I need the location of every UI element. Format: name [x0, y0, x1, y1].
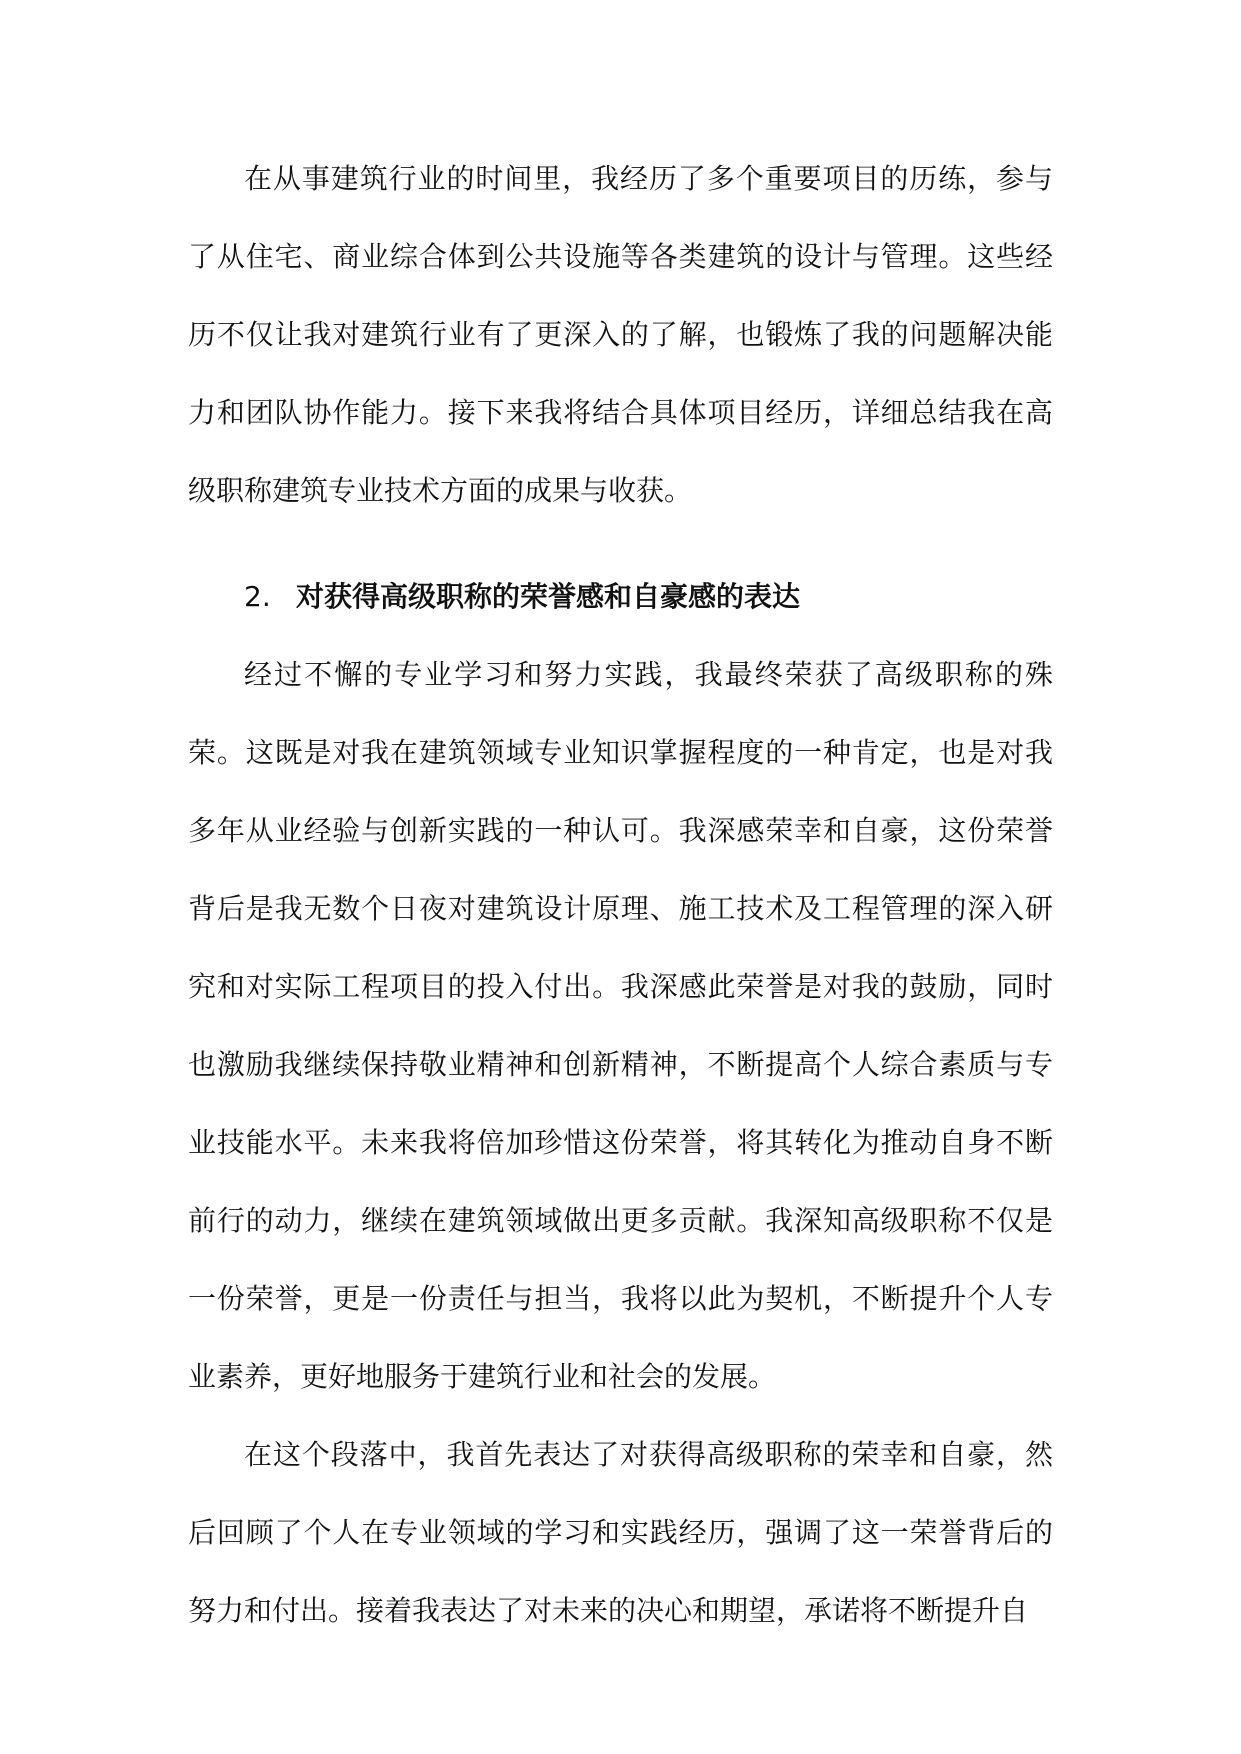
- section-number: 2.: [244, 580, 271, 613]
- paragraph-honor-expression: 经过不懈的专业学习和努力实践，我最终荣获了高级职称的殊荣。这既是对我在建筑领域专业知识掌握程度的一种肯定，也是对我多年从业经验与创新实践的一种认可。我深感荣幸和自豪，这份荣誉背后是我无数个日夜对建筑设计原理、施工技术及工程管理的深入研究和对实际工程项目的投入付出。我深感此荣誉是对我的鼓励，同时也激励我继续保持敬业精神和创新精神，不断提高个人综合素质与专业技能水平。未来我将倍加珍惜这份荣誉，将其转化为推动自身不断前行的动力，继续在建筑领域做出更多贡献。我深知高级职称不仅是一份荣誉，更是一份责任与担当，我将以此为契机，不断提升个人专业素养，更好地服务于建筑行业和社会的发展。: [188, 658, 1053, 1393]
- paragraph-project-experience: 在从事建筑行业的时间里，我经历了多个重要项目的历练，参与了从住宅、商业综合体到公共设施等各类建筑的设计与管理。这些经历不仅让我对建筑行业有了更深入的了解，也锻炼了我的问题解决能力和团队协作能力。接下来我将结合具体项目经历，详细总结我在高级职称建筑专业技术方面的成果与收获。: [188, 162, 1053, 507]
- section-title: 对获得高级职称的荣誉感和自豪感的表达: [296, 580, 801, 613]
- section-heading: [188, 558, 1053, 636]
- paragraph-summary: 在这个段落中，我首先表达了对获得高级职称的荣幸和自豪，然后回顾了个人在专业领域的学习和实践经历，强调了这一荣誉背后的努力和付出。接着我表达了对未来的决心和期望，承诺将不断提升自: [188, 1438, 1053, 1627]
- document-body: [188, 140, 1053, 1650]
